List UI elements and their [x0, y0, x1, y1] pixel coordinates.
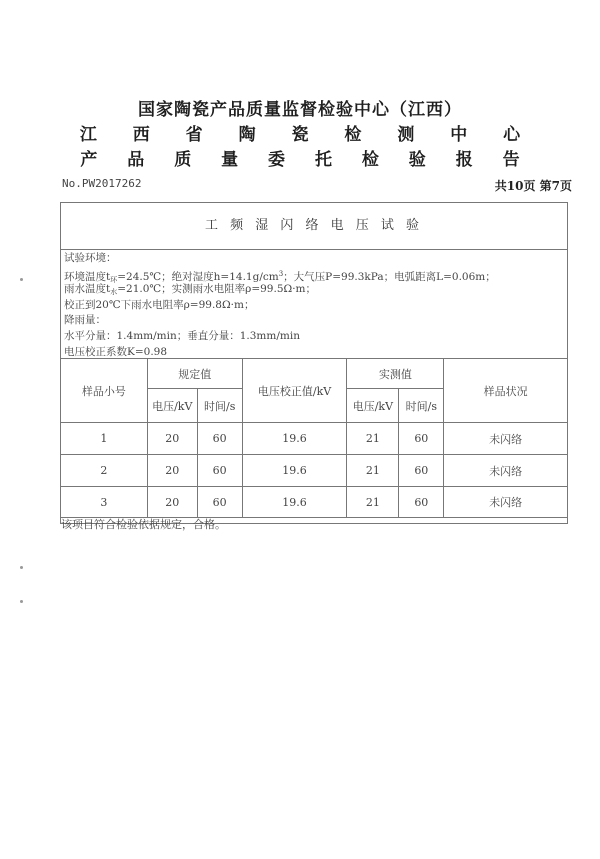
table-row: 3 20 60 19.6 21 60 未闪络	[61, 487, 568, 518]
report-title: 产 品 质 量 委 托 检 验 报 告	[80, 150, 532, 170]
env-line-corrected-resistivity: 校正到20℃下雨水电阻率ρ=99.8Ω·m；	[64, 298, 255, 311]
env-line-rainfall: 降雨量：	[64, 314, 106, 327]
header-sample-status: 样品状况	[444, 359, 568, 423]
env-line-ambient: 环境温度$t_环=24.5℃$；绝对湿度$h=14.1g/cm^3$；大气压P=99.3kPa；电弧距离L=0.06m；	[64, 269, 496, 284]
institution-title: 国家陶瓷产品质量监督检验中心（江西）	[138, 100, 462, 120]
header-meas-voltage: 电压/kV	[347, 389, 399, 423]
header-spec-time: 时间/s	[197, 389, 242, 423]
center-name: 江 西 省 陶 瓷 检 测 中 心	[79, 125, 536, 145]
test-environment	[64, 251, 496, 360]
env-line-rain-temp: 雨水温度$t_水=21.0℃$；实测雨水电阻率ρ=99.5Ω·m；	[64, 283, 317, 297]
binding-hole-mark	[20, 566, 23, 569]
test-title: 工 频 湿 闪 络 电 压 试 验	[61, 203, 567, 250]
env-line-rain-components: 水平分量：1.4mm/min；垂直分量：1.3mm/min	[64, 329, 300, 342]
binding-hole-mark	[20, 600, 23, 603]
header-spec-voltage: 电压/kV	[147, 389, 197, 423]
header-meas-time: 时间/s	[399, 389, 444, 423]
conclusion-text: 该项目符合检验依据规定，合格。	[61, 518, 226, 531]
env-line-correction-factor: 电压校正系数K=0.98	[64, 345, 168, 358]
report-number: No.PW2017262	[62, 177, 142, 190]
binding-hole-mark	[20, 278, 23, 281]
table-row: 2 20 60 19.6 21 60 未闪络	[61, 455, 568, 487]
header-sample-no: 样品小号	[61, 359, 148, 423]
header-specified: 规定值	[147, 359, 242, 389]
results-table	[60, 358, 568, 518]
header-corrected-voltage: 电压校正值/kV	[242, 359, 347, 423]
page-info: 共10页 第7页	[494, 179, 572, 193]
env-heading: 试验环境：	[64, 252, 117, 264]
header-measured: 实测值	[347, 359, 444, 389]
table-row: 1 20 60 19.6 21 60 未闪络	[61, 423, 568, 455]
